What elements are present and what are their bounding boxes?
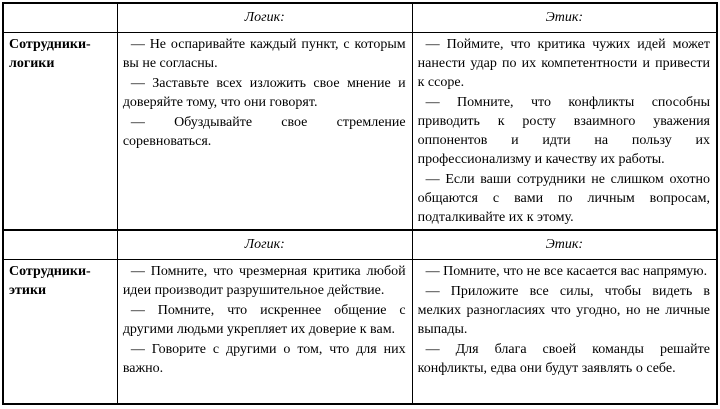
section2-corner-cell (3, 230, 117, 260)
section1-ethic-column-header: Этик: (412, 3, 717, 33)
advice-item: — Помните, что конфликты способны приводить к росту взаимного уважения оппонентов и идти на пользу их профессионализму и качеству их работы. (417, 95, 710, 168)
advice-item: — Если ваши сотрудники не слишком охотно общаются с вами по личным вопросам, подталкивайте их к этому. (417, 172, 710, 226)
section2-content-row (3, 260, 717, 404)
section1-logic-advice-cell (117, 33, 412, 231)
document-page (0, 2, 720, 409)
section2-header-row (3, 230, 717, 260)
advice-item: — Не оспаривайте каждый пункт, с которым вы не согласны. (122, 37, 406, 72)
section2-logic-column-header: Логик: (117, 230, 412, 260)
section1-corner-cell (3, 3, 117, 33)
advice-item: — Для блага своей команды решайте конфликты, едва они будут заявлять о себе. (417, 342, 710, 377)
section2-ethic-advice-cell (412, 260, 717, 404)
section2-ethic-column-header: Этик: (412, 230, 717, 260)
advice-item: — Помните, что не все касается вас напрямую. (425, 264, 708, 280)
advice-item: — Помните, что искреннее общение с другими людьми укрепляет их доверие к вам. (122, 303, 406, 338)
advice-item: — Обуздывайте свое стремление соревноваться. (122, 115, 406, 150)
comparison-table (2, 2, 718, 405)
section1-header-row (3, 3, 717, 33)
advice-item: — Говорите с другими о том, что для них важно. (122, 342, 406, 377)
advice-item: — Приложите все силы, чтобы видеть в мелких разногласиях что угодно, но не личные выпады. (417, 284, 710, 338)
section1-logic-column-header: Логик: (117, 3, 412, 33)
advice-item: — Заставьте всех изложить свое мнение и доверяйте тому, что они говорят. (122, 76, 406, 111)
section1-row-header: Сотрудники-логики (3, 33, 117, 231)
section2-logic-advice-cell (117, 260, 412, 404)
advice-item: — Поймите, что критика чужих идей может нанести удар по их компетентности и привести к ссоре. (417, 37, 710, 91)
section1-ethic-advice-cell (412, 33, 717, 231)
section1-content-row (3, 33, 717, 231)
advice-item: — Помните, что чрезмерная критика любой идеи производит разрушительное действие. (122, 264, 406, 299)
section2-row-header: Сотрудники-этики (3, 260, 117, 404)
